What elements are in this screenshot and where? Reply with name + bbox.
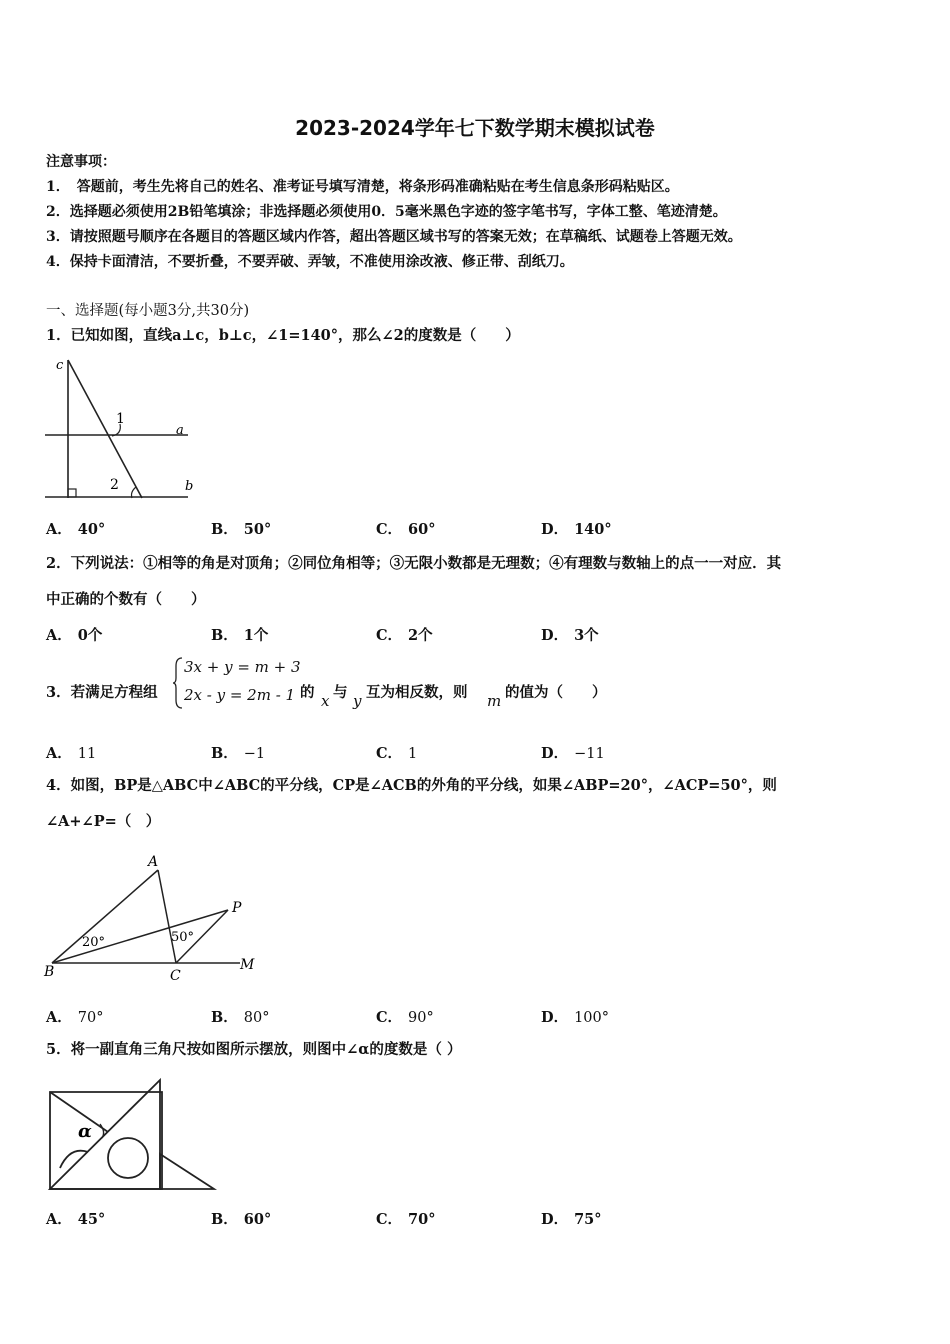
q5-option-c: C． 70° (376, 1211, 436, 1228)
q2-option-d: D． 3个 (541, 627, 599, 644)
label-P: P (232, 900, 242, 916)
transversal (68, 360, 142, 498)
q2-text-line2: 中正确的个数有（ ） (46, 591, 206, 608)
q3-option-c: C． 1 (376, 745, 418, 762)
q1-option-c: C． 60° (376, 521, 436, 538)
q4-text-line2: ∠A+∠P=（ ） (46, 813, 161, 830)
notice-item-4: 4．保持卡面清洁，不要折叠，不要弄破、弄皱，不准使用涂改液、修正带、刮纸刀。 (46, 254, 574, 270)
q3-brace (172, 656, 184, 710)
q3-mid1: 的 (300, 684, 315, 701)
q2-option-b: B． 1个 (211, 627, 269, 644)
q2-option-a: A． 0个 (46, 627, 103, 644)
q3-prefix: 3．若满足方程组 (46, 684, 158, 701)
q4-option-b: B． 80° (211, 1009, 270, 1026)
q3-option-a: A． 11 (46, 745, 97, 762)
q3-var-x: x (321, 692, 330, 710)
q3-mid2: 与 (333, 684, 348, 701)
label-c: c (56, 358, 64, 373)
label-b: b (185, 479, 194, 494)
q3-equation-2: 2x - y = 2m - 1 (184, 686, 296, 704)
q5-text: 5．将一副直角三角尺按如图所示摆放，则图中∠α的度数是（ ） (46, 1041, 462, 1058)
q2-text-line1: 2．下列说法：①相等的角是对顶角；②同位角相等；③无限小数都是无理数；④有理数与数轴上的点一一对应．其 (46, 555, 782, 572)
triangle-tip (160, 1154, 214, 1189)
q4-text-line1: 4．如图，BP是△ABC中∠ABC的平分线，CP是∠ACB的外角的平分线，如果∠ABP=20°，∠ACP=50°，则 (46, 777, 777, 794)
q3-option-b: B． −1 (211, 745, 266, 762)
q2-option-c: C． 2个 (376, 627, 433, 644)
q4-option-d: D． 100° (541, 1009, 610, 1026)
q1-option-d: D． 140° (541, 521, 612, 538)
label-1: 1 (116, 411, 125, 427)
q4-option-a: A． 70° (46, 1009, 104, 1026)
notice-item-1: 1． 答题前，考生先将自己的姓名、准考证号填写清楚，将条形码准确粘贴在考生信息条形码粘贴区。 (46, 179, 679, 195)
q3-option-d: D． −11 (541, 745, 605, 762)
label-angle-50: 50° (171, 930, 195, 945)
q1-figure (40, 352, 200, 504)
q3-equation-1: 3x + y = m + 3 (184, 658, 301, 676)
q1-option-a: A． 40° (46, 521, 106, 538)
notice-item-3: 3．请按照题号顺序在各题目的答题区域内作答，超出答题区域书写的答案无效；在草稿纸、试题卷上答题无效。 (46, 229, 742, 245)
label-alpha: α (78, 1121, 92, 1142)
q4-figure (40, 848, 270, 986)
notice-item-2: 2．选择题必须使用2B铅笔填涂；非选择题必须使用0．5毫米黑色字迹的签字笔书写，字体工整、笔迹清楚。 (46, 204, 727, 220)
label-C: C (170, 968, 181, 984)
label-a: a (176, 423, 184, 438)
q1-text: 1．已知如图，直线a⊥c，b⊥c，∠1=140°，那么∠2的度数是（ ） (46, 327, 520, 344)
hole-circle (108, 1138, 148, 1178)
side-ac (158, 870, 176, 963)
q4-option-c: C． 90° (376, 1009, 434, 1026)
label-2: 2 (110, 477, 119, 493)
q1-option-b: B． 50° (211, 521, 272, 538)
q5-option-b: B． 60° (211, 1211, 272, 1228)
label-angle-20: 20° (82, 935, 106, 950)
label-M: M (240, 957, 255, 973)
triangle-45 (50, 1092, 162, 1189)
q3-suffix: 的值为（ ） (505, 684, 607, 701)
notice-heading: 注意事项： (46, 154, 116, 170)
label-A: A (148, 854, 159, 870)
section-heading: 一、选择题(每小题3分,共30分) (46, 303, 250, 319)
q3-var-y: y (353, 692, 362, 710)
page-title: 2023-2024学年七下数学期末模拟试卷 (295, 116, 655, 140)
q5-option-a: A． 45° (46, 1211, 106, 1228)
right-angle-mark (68, 489, 76, 497)
q5-figure (44, 1076, 220, 1196)
q5-option-d: D． 75° (541, 1211, 602, 1228)
label-B: B (44, 964, 55, 980)
q3-var-m: m (487, 692, 502, 710)
q3-mid3: 互为相反数，则 (366, 684, 468, 701)
triangle-30-60 (50, 1080, 160, 1189)
